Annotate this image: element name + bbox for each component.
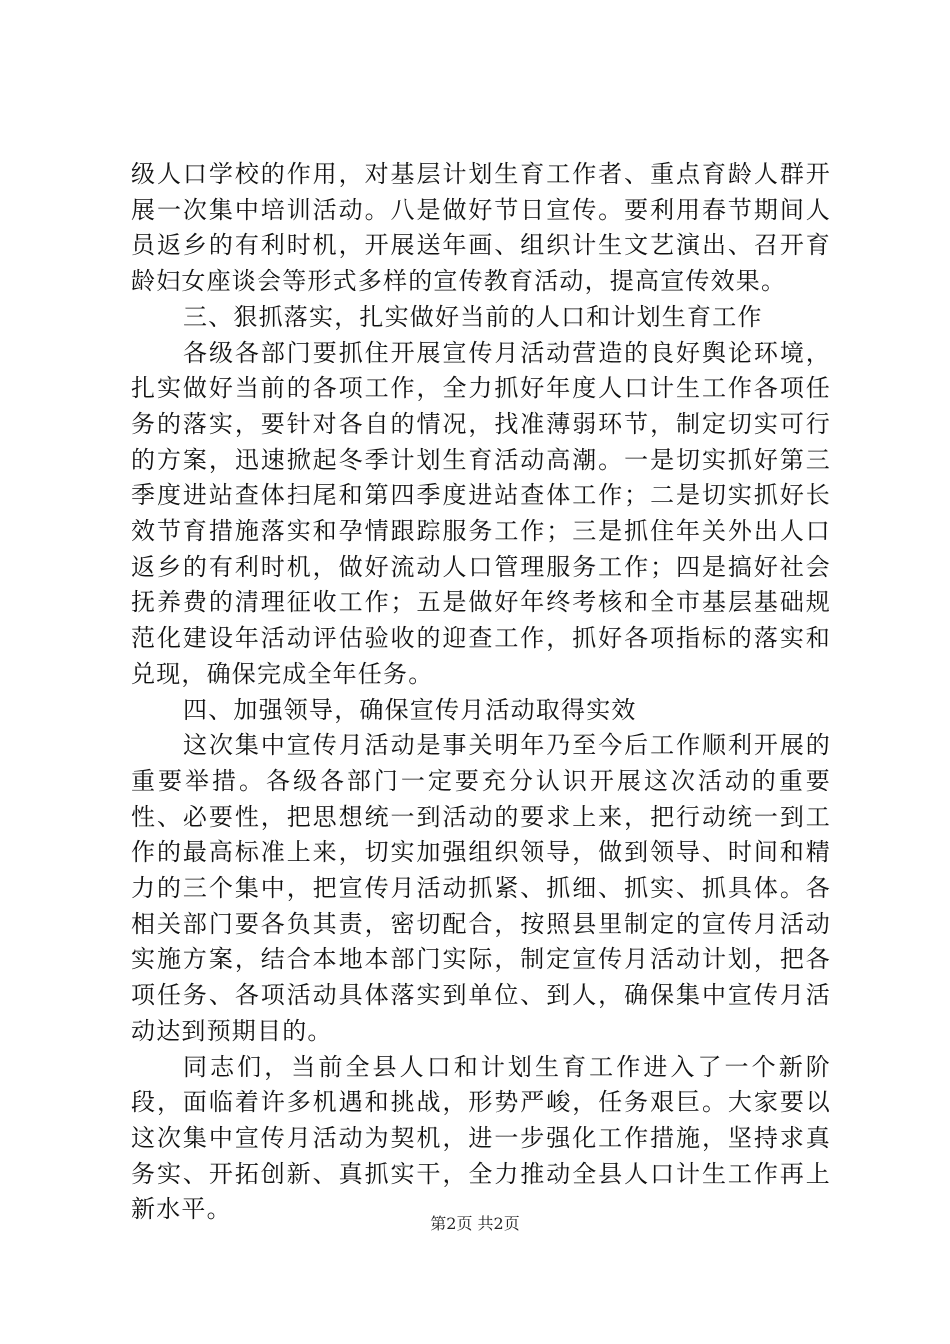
paragraph-section-three: 各级各部门要抓住开展宣传月活动营造的良好舆论环境，扎实做好当前的各项工作，全力抓好年度人口计生工作各项任务的落实，要针对各自的情况，找准薄弱环节，制定切实可行的方案，迅速掀起冬季计划生育活动高潮。一是切实抓好第三季度进站查体扫尾和第四季度进站查体工作；二是切实抓好长效节育措施落实和孕情跟踪服务工作；三是抓住年关外出人口返乡的有利时机，做好流动人口管理服务工作；四是搞好社会抚养费的清理征收工作；五是做好年终考核和全市基层基础规范化建设年活动评估验收的迎查工作，抓好各项指标的落实和兑现，确保完成全年任务。: [131, 338, 831, 688]
section-heading-three: 三、狠抓落实，扎实做好当前的人口和计划生育工作: [183, 302, 763, 331]
paragraph-continuation: 级人口学校的作用，对基层计划生育工作者、重点育龄人群开展一次集中培训活动。八是做好节日宣传。要利用春节期间人员返乡的有利时机，开展送年画、组织计生文艺演出、召开育龄妇女座谈会等形式多样的宣传教育活动，提高宣传效果。: [131, 160, 831, 296]
section-heading-four: 四、加强领导，确保宣传月活动取得实效: [183, 695, 637, 724]
document-body: [131, 157, 831, 1228]
paragraph-closing: 同志们，当前全县人口和计划生育工作进入了一个新阶段，面临着许多机遇和挑战，形势严峻，任务艰巨。大家要以这次集中宣传月活动为契机，进一步强化工作措施，坚持求真务实、开拓创新、真抓实干，全力推动全县人口计生工作再上新水平。: [131, 1052, 831, 1224]
page-footer: 第2页 共2页: [430, 1214, 520, 1233]
paragraph-section-four: 这次集中宣传月活动是事关明年乃至今后工作顺利开展的重要举措。各级各部门一定要充分认识开展这次活动的重要性、必要性，把思想统一到活动的要求上来，把行动统一到工作的最高标准上来，切实加强组织领导，做到领导、时间和精力的三个集中，把宣传月活动抓紧、抓细、抓实、抓具体。各相关部门要各负其责，密切配合，按照县里制定的宣传月活动实施方案，结合本地本部门实际，制定宣传月活动计划，把各项任务、各项活动具体落实到单位、到人，确保集中宣传月活动达到预期目的。: [131, 731, 831, 1045]
